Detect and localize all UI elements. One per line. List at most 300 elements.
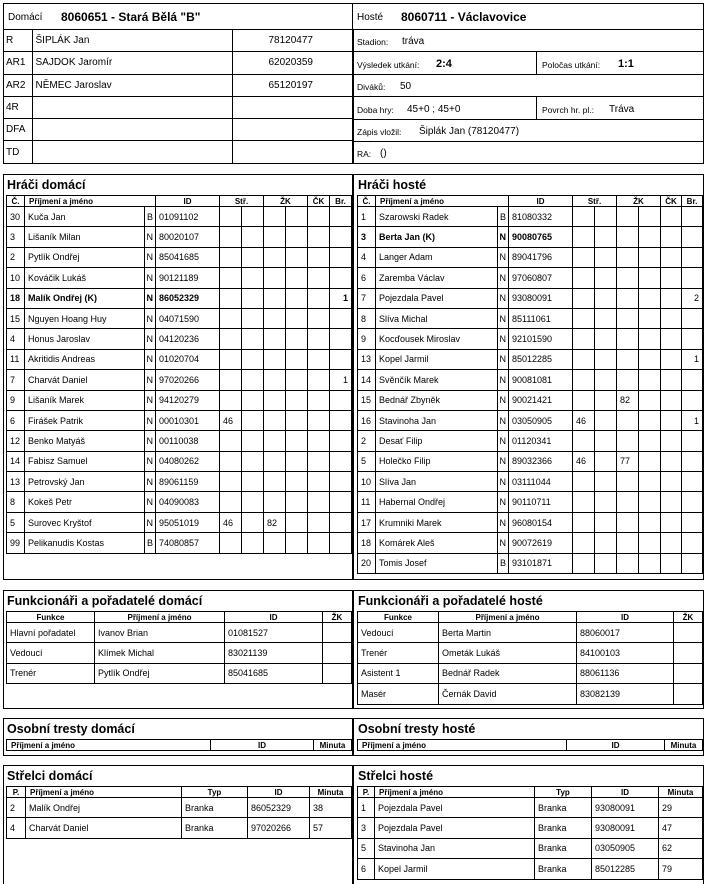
player-yellow-card: [617, 410, 639, 430]
player-number: 1: [358, 207, 376, 227]
player-name: Kopel Jarmil: [376, 349, 498, 369]
player-id: 03111044: [509, 472, 573, 492]
player-row: [7, 431, 352, 451]
player-goals: [330, 390, 352, 410]
player-type: N: [498, 410, 509, 430]
player-sub-extra: [595, 247, 617, 267]
player-sub-extra: [595, 329, 617, 349]
official-id: [232, 96, 353, 118]
player-yellow-card: [264, 533, 286, 553]
player-goals: 1: [330, 288, 352, 308]
player-yellow-card: [264, 390, 286, 410]
player-substitution: [220, 431, 242, 451]
player-goals: [330, 207, 352, 227]
staff-name: Pytlík Ondřej: [95, 663, 225, 683]
player-substitution: [220, 349, 242, 369]
player-id: 90072619: [509, 533, 573, 553]
col-minute: Minuta: [659, 787, 703, 798]
player-number: 16: [358, 410, 376, 430]
player-row: [7, 370, 352, 390]
player-yellow-extra: [639, 512, 661, 532]
player-number: 4: [7, 329, 25, 349]
player-red-card: [308, 227, 330, 247]
player-row: [358, 472, 703, 492]
spectators-value: 50: [400, 81, 412, 92]
player-type: N: [145, 410, 156, 430]
player-yellow-card: [264, 308, 286, 328]
scorer-type: Branka: [535, 818, 592, 838]
player-row: [358, 512, 703, 532]
scorer-order: 4: [7, 818, 26, 838]
player-id: 01120341: [509, 431, 573, 451]
player-name: Komárek Aleš: [376, 533, 498, 553]
player-sub-extra: [595, 268, 617, 288]
player-name: Pytlík Ondřej: [25, 247, 145, 267]
staff-id: 88060017: [577, 623, 674, 643]
player-row: [7, 390, 352, 410]
staff-row: [358, 623, 703, 643]
player-row: [7, 227, 352, 247]
player-yellow-extra: [286, 410, 308, 430]
player-row: [7, 329, 352, 349]
staff-function: Asistent 1: [358, 663, 439, 683]
scorer-minute: 38: [310, 798, 352, 818]
player-red-card: [661, 451, 682, 471]
player-type: N: [498, 268, 509, 288]
player-sub-extra: [595, 349, 617, 369]
result-label: Výsledek utkání:: [357, 60, 420, 70]
player-goals: 1: [330, 370, 352, 390]
player-sub-extra: [595, 410, 617, 430]
player-goals: [682, 512, 703, 532]
player-number: 15: [358, 390, 376, 410]
player-red-card: [308, 207, 330, 227]
staff-name: Bednář Radek: [439, 663, 577, 683]
player-red-card: [661, 512, 682, 532]
player-goals: [330, 308, 352, 328]
player-name: Lišaník Marek: [25, 390, 145, 410]
player-type: B: [498, 207, 509, 227]
player-yellow-extra: [286, 512, 308, 532]
player-number: 2: [7, 247, 25, 267]
player-id: 03050905: [509, 410, 573, 430]
player-id: 85111061: [509, 308, 573, 328]
player-red-card: [308, 431, 330, 451]
player-sub-extra: [595, 533, 617, 553]
player-id: 04080262: [156, 451, 220, 471]
player-row: [7, 451, 352, 471]
player-id: 97060807: [509, 268, 573, 288]
player-red-card: [308, 410, 330, 430]
col-function: Funkce: [7, 612, 95, 623]
player-number: 6: [358, 268, 376, 288]
player-goals: [682, 227, 703, 247]
player-goals: [330, 431, 352, 451]
player-goals: [330, 451, 352, 471]
player-name: Kováčik Lukáš: [25, 268, 145, 288]
player-red-card: [308, 451, 330, 471]
player-substitution: [573, 553, 595, 573]
player-row: [7, 288, 352, 308]
player-sub-extra: [595, 553, 617, 573]
scorer-name: Malík Ondřej: [26, 798, 182, 818]
player-type: N: [498, 329, 509, 349]
player-type: N: [498, 472, 509, 492]
official-role: AR2: [3, 74, 32, 96]
scorer-id: 97020266: [248, 818, 310, 838]
col-name: Příjmení a jméno: [376, 196, 509, 207]
player-yellow-card: [617, 492, 639, 512]
official-name: SAJDOK Jaromír: [32, 52, 232, 74]
player-name: Petrovský Jan: [25, 472, 145, 492]
player-type: B: [145, 207, 156, 227]
player-row: [358, 410, 703, 430]
col-substitution: Stř.: [573, 196, 617, 207]
player-sub-extra: [242, 410, 264, 430]
home-label: Domácí: [8, 12, 43, 23]
player-sub-extra: [242, 308, 264, 328]
player-goals: [682, 492, 703, 512]
staff-home-table: [6, 611, 352, 684]
player-id: 81080332: [509, 207, 573, 227]
player-type: N: [498, 370, 509, 390]
scorer-name: Kopel Jarmil: [375, 859, 535, 879]
player-red-card: [661, 492, 682, 512]
player-row: [358, 268, 703, 288]
player-type: N: [145, 349, 156, 369]
player-yellow-card: [264, 431, 286, 451]
player-id: 00110038: [156, 431, 220, 451]
player-yellow-card: [617, 472, 639, 492]
player-number: 8: [358, 308, 376, 328]
player-name: Benko Matyáš: [25, 431, 145, 451]
staff-id: 84100103: [577, 643, 674, 663]
official-role: R: [3, 30, 32, 52]
player-red-card: [308, 329, 330, 349]
player-substitution: [220, 329, 242, 349]
player-number: 13: [358, 349, 376, 369]
official-name: [32, 119, 232, 141]
player-number: 11: [358, 492, 376, 512]
player-sub-extra: [595, 227, 617, 247]
halftime-value: 1:1: [618, 58, 634, 70]
player-sub-extra: [242, 431, 264, 451]
player-yellow-card: [617, 553, 639, 573]
col-goals: Br.: [330, 196, 352, 207]
player-sub-extra: [242, 207, 264, 227]
staff-yellow-card: [674, 643, 703, 663]
player-yellow-extra: [286, 370, 308, 390]
player-red-card: [308, 268, 330, 288]
player-substitution: [220, 268, 242, 288]
player-substitution: [220, 288, 242, 308]
player-substitution: 46: [573, 410, 595, 430]
player-yellow-extra: [639, 349, 661, 369]
player-number: 14: [7, 451, 25, 471]
col-id: ID: [211, 740, 314, 751]
duration-value: 45+0 ; 45+0: [407, 104, 461, 115]
player-goals: [682, 553, 703, 573]
player-red-card: [308, 370, 330, 390]
player-yellow-card: 82: [617, 390, 639, 410]
player-substitution: [220, 227, 242, 247]
player-name: Surovec Kryštof: [25, 512, 145, 532]
player-goals: [330, 533, 352, 553]
player-number: 6: [7, 410, 25, 430]
scorer-type: Branka: [182, 818, 248, 838]
player-sub-extra: [595, 308, 617, 328]
player-substitution: [573, 370, 595, 390]
staff-function: Trenér: [7, 663, 95, 683]
staff-name: Ometák Lukáš: [439, 643, 577, 663]
player-yellow-card: [264, 410, 286, 430]
player-number: 17: [358, 512, 376, 532]
player-goals: 2: [682, 288, 703, 308]
col-name: Příjmení a jméno: [95, 612, 225, 623]
scorer-minute: 29: [659, 798, 703, 818]
player-yellow-extra: [639, 451, 661, 471]
scorers-away-title: Střelci hosté: [358, 769, 434, 783]
col-id: ID: [567, 740, 665, 751]
staff-id: 83082139: [577, 684, 674, 704]
player-number: 14: [358, 370, 376, 390]
player-type: N: [498, 308, 509, 328]
player-substitution: [220, 247, 242, 267]
player-goals: [682, 431, 703, 451]
player-sub-extra: [595, 288, 617, 308]
player-number: 20: [358, 553, 376, 573]
col-yellow-card: ŽK: [264, 196, 308, 207]
result-value: 2:4: [436, 58, 452, 70]
player-id: 04120236: [156, 329, 220, 349]
col-name: Příjmení a jméno: [439, 612, 577, 623]
recorded-value: Šiplák Jan (78120477): [419, 126, 520, 137]
staff-row: [358, 684, 703, 704]
player-goals: [682, 207, 703, 227]
player-type: N: [145, 512, 156, 532]
player-yellow-extra: [286, 349, 308, 369]
official-id: 65120197: [232, 74, 353, 96]
duration-row: [353, 97, 704, 120]
player-number: 5: [7, 512, 25, 532]
player-yellow-card: [617, 288, 639, 308]
player-sub-extra: [595, 207, 617, 227]
col-minute: Minuta: [665, 740, 703, 751]
player-type: N: [498, 227, 509, 247]
col-id: ID: [577, 612, 674, 623]
col-type: Typ: [535, 787, 592, 798]
staff-away-table: [357, 611, 703, 705]
col-order: P.: [358, 787, 375, 798]
player-goals: [682, 329, 703, 349]
scorer-order: 5: [358, 838, 375, 858]
player-row: [7, 308, 352, 328]
scorer-minute: 47: [659, 818, 703, 838]
player-substitution: [573, 329, 595, 349]
player-type: N: [498, 349, 509, 369]
player-row: [358, 329, 703, 349]
player-name: Tomis Josef: [376, 553, 498, 573]
player-id: 90110711: [509, 492, 573, 512]
player-red-card: [308, 390, 330, 410]
player-yellow-extra: [639, 492, 661, 512]
scorer-order: 1: [358, 798, 375, 818]
player-substitution: [573, 247, 595, 267]
player-id: 96080154: [509, 512, 573, 532]
match-info: [353, 30, 704, 164]
player-substitution: [573, 472, 595, 492]
surface-value: Tráva: [609, 104, 635, 115]
official-name: [32, 96, 232, 118]
player-type: N: [145, 492, 156, 512]
halftime-label: Poločas utkání:: [542, 60, 601, 70]
player-yellow-extra: [286, 492, 308, 512]
col-id: ID: [225, 612, 323, 623]
player-id: 93101871: [509, 553, 573, 573]
player-id: 01020704: [156, 349, 220, 369]
player-red-card: [308, 512, 330, 532]
player-substitution: 46: [573, 451, 595, 471]
spectators-label: Diváků:: [357, 82, 386, 92]
player-yellow-card: [617, 247, 639, 267]
player-row: [358, 227, 703, 247]
scorer-type: Branka: [535, 838, 592, 858]
player-yellow-extra: [639, 329, 661, 349]
player-red-card: [661, 410, 682, 430]
official-row: [3, 96, 353, 118]
officials-table: [3, 29, 354, 163]
player-name: Pojezdala Pavel: [376, 288, 498, 308]
staff-yellow-card: [674, 684, 703, 704]
player-type: N: [145, 329, 156, 349]
staff-row: [358, 663, 703, 683]
player-yellow-card: [617, 308, 639, 328]
player-type: N: [145, 390, 156, 410]
player-type: N: [145, 227, 156, 247]
staff-home-title: Funkcionáři a pořadatelé domácí: [7, 594, 203, 608]
player-name: Bednář Zbyněk: [376, 390, 498, 410]
col-substitution: Stř.: [220, 196, 264, 207]
col-id: ID: [248, 787, 310, 798]
official-row: [3, 30, 353, 52]
player-yellow-card: [617, 227, 639, 247]
official-name: ŠIPLÁK Jan: [32, 30, 232, 52]
players-away-table: [357, 195, 703, 574]
official-name: NĚMEC Jaroslav: [32, 74, 232, 96]
player-yellow-extra: [286, 472, 308, 492]
player-goals: [330, 472, 352, 492]
player-number: 5: [358, 451, 376, 471]
player-type: N: [145, 431, 156, 451]
players-away-title: Hráči hosté: [358, 178, 427, 192]
player-yellow-extra: [286, 329, 308, 349]
scorer-order: 2: [7, 798, 26, 818]
player-name: Kocďousek Miroslav: [376, 329, 498, 349]
player-type: B: [498, 553, 509, 573]
player-id: 04071590: [156, 308, 220, 328]
away-team-name: 8060711 - Václavovice: [401, 10, 527, 24]
player-goals: [682, 451, 703, 471]
scorer-order: 3: [358, 818, 375, 838]
col-type: Typ: [182, 787, 248, 798]
player-number: 18: [358, 533, 376, 553]
player-sub-extra: [595, 390, 617, 410]
player-goals: [330, 410, 352, 430]
stadium-label: Stadion:: [357, 37, 389, 47]
player-sub-extra: [242, 390, 264, 410]
col-id: ID: [592, 787, 659, 798]
player-type: N: [498, 533, 509, 553]
scorer-type: Branka: [182, 798, 248, 818]
player-name: Berta Jan (K): [376, 227, 498, 247]
player-yellow-card: [264, 207, 286, 227]
staff-function: Hlavní pořadatel: [7, 623, 95, 643]
player-sub-extra: [242, 370, 264, 390]
player-substitution: [573, 308, 595, 328]
col-number: Č.: [7, 196, 25, 207]
player-substitution: [573, 349, 595, 369]
col-minute: Minuta: [310, 787, 352, 798]
player-substitution: [220, 451, 242, 471]
home-team-row: [3, 3, 353, 30]
col-yellow-card: ŽK: [617, 196, 661, 207]
staff-name: Černák David: [439, 684, 577, 704]
player-substitution: [573, 227, 595, 247]
player-yellow-extra: [639, 247, 661, 267]
player-substitution: [573, 492, 595, 512]
player-id: 89061159: [156, 472, 220, 492]
player-yellow-extra: [639, 288, 661, 308]
player-row: [358, 207, 703, 227]
staff-yellow-card: [323, 663, 352, 683]
col-number: Č.: [358, 196, 376, 207]
player-row: [358, 533, 703, 553]
player-yellow-extra: [639, 227, 661, 247]
player-name: Desať Filip: [376, 431, 498, 451]
player-goals: [330, 349, 352, 369]
player-yellow-extra: [639, 268, 661, 288]
player-red-card: [308, 288, 330, 308]
player-name: Malík Ondřej (K): [25, 288, 145, 308]
scorer-name: Stavinoha Jan: [375, 838, 535, 858]
player-red-card: [661, 308, 682, 328]
player-goals: [330, 268, 352, 288]
staff-row: [7, 623, 352, 643]
player-sub-extra: [242, 227, 264, 247]
player-number: 3: [7, 227, 25, 247]
player-red-card: [661, 349, 682, 369]
player-sub-extra: [242, 512, 264, 532]
player-yellow-card: [617, 329, 639, 349]
player-red-card: [661, 247, 682, 267]
col-name: Příjmení a jméno: [375, 787, 535, 798]
staff-id: 83021139: [225, 643, 323, 663]
player-type: N: [145, 308, 156, 328]
player-number: 4: [358, 247, 376, 267]
player-type: N: [145, 472, 156, 492]
scorer-name: Pojezdala Pavel: [375, 818, 535, 838]
player-goals: 1: [682, 410, 703, 430]
player-number: 10: [7, 268, 25, 288]
player-number: 15: [7, 308, 25, 328]
player-yellow-card: [617, 431, 639, 451]
player-name: Honus Jaroslav: [25, 329, 145, 349]
player-yellow-extra: [639, 410, 661, 430]
scorer-row: [7, 818, 352, 838]
player-row: [358, 492, 703, 512]
player-yellow-extra: [639, 553, 661, 573]
player-row: [358, 370, 703, 390]
